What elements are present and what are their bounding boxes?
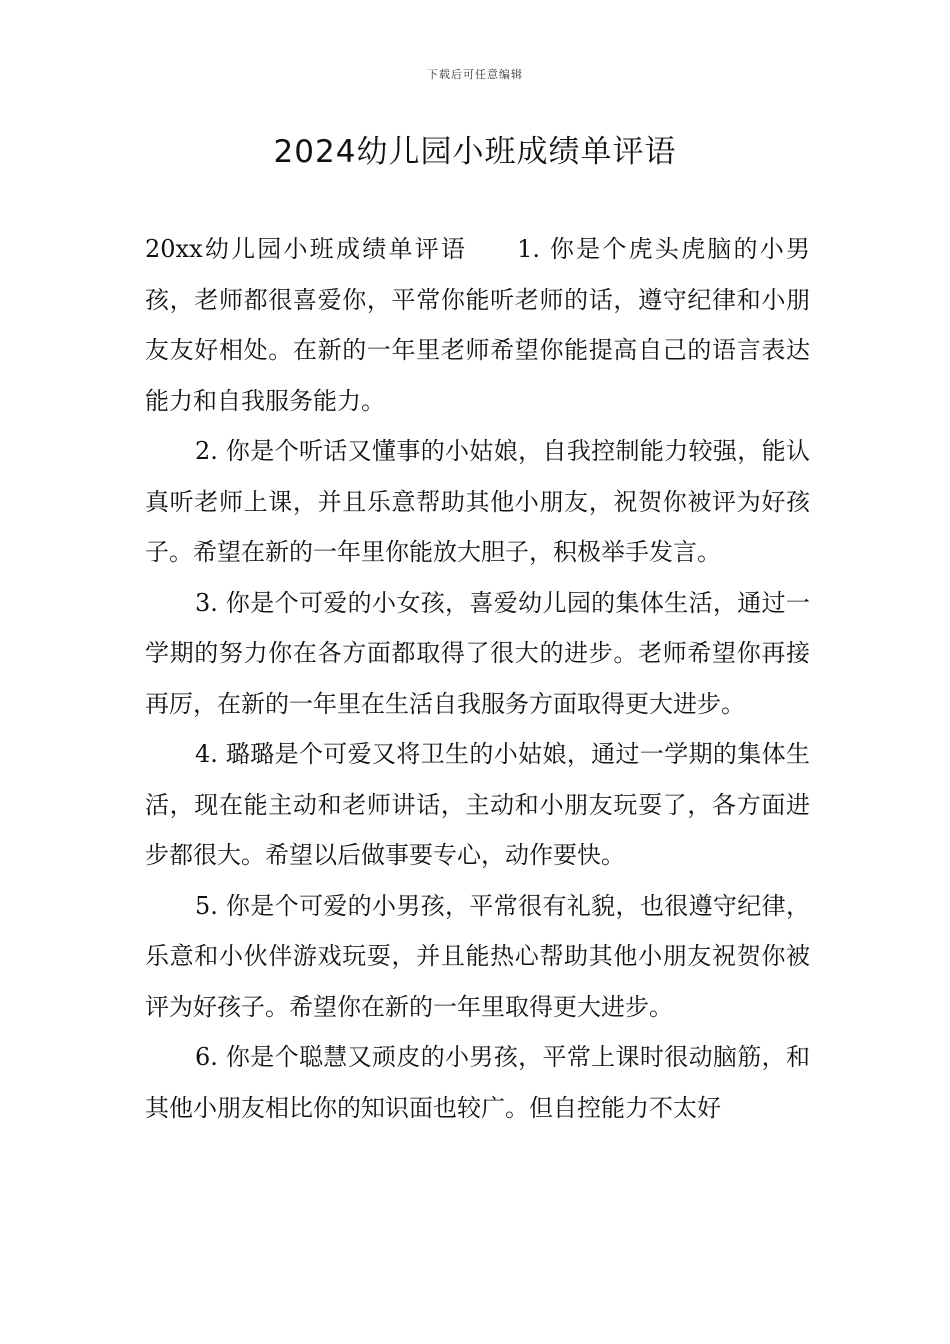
header-note: 下载后可任意编辑	[427, 68, 523, 81]
paragraph-1	[145, 224, 810, 426]
intro-heading: 20xx幼儿园小班成绩单评语	[145, 235, 468, 263]
document-body	[145, 224, 810, 1133]
paragraph-3: 3. 你是个可爱的小女孩，喜爱幼儿园的集体生活，通过一学期的努力你在各方面都取得了很大的进步。老师希望你再接再厉，在新的一年里在生活自我服务方面取得更大进步。	[145, 588, 810, 718]
paragraph-5: 5. 你是个可爱的小男孩，平常很有礼貌，也很遵守纪律，乐意和小伙伴游戏玩耍，并且能热心帮助其他小朋友祝贺你被评为好孩子。希望你在新的一年里取得更大进步。	[145, 891, 810, 1021]
paragraph-1-text: 1. 你是个虎头虎脑的小男孩，老师都很喜爱你，平常你能听老师的话，遵守纪律和小朋友友好相处。在新的一年里老师希望你能提高自己的语言表达能力和自我服务能力。	[145, 235, 810, 415]
paragraph-4: 4. 璐璐是个可爱又将卫生的小姑娘，通过一学期的集体生活，现在能主动和老师讲话，主动和小朋友玩耍了，各方面进步都很大。希望以后做事要专心，动作要快。	[145, 740, 810, 869]
paragraph-6: 6. 你是个聪慧又顽皮的小男孩，平常上课时很动脑筋，和其他小朋友相比你的知识面也较广。但自控能力不太好	[145, 1043, 810, 1122]
paragraph-2: 2. 你是个听话又懂事的小姑娘，自我控制能力较强，能认真听老师上课，并且乐意帮助其他小朋友，祝贺你被评为好孩子。希望在新的一年里你能放大胆子，积极举手发言。	[145, 437, 810, 566]
document-title: 2024幼儿园小班成绩单评语	[273, 134, 677, 170]
